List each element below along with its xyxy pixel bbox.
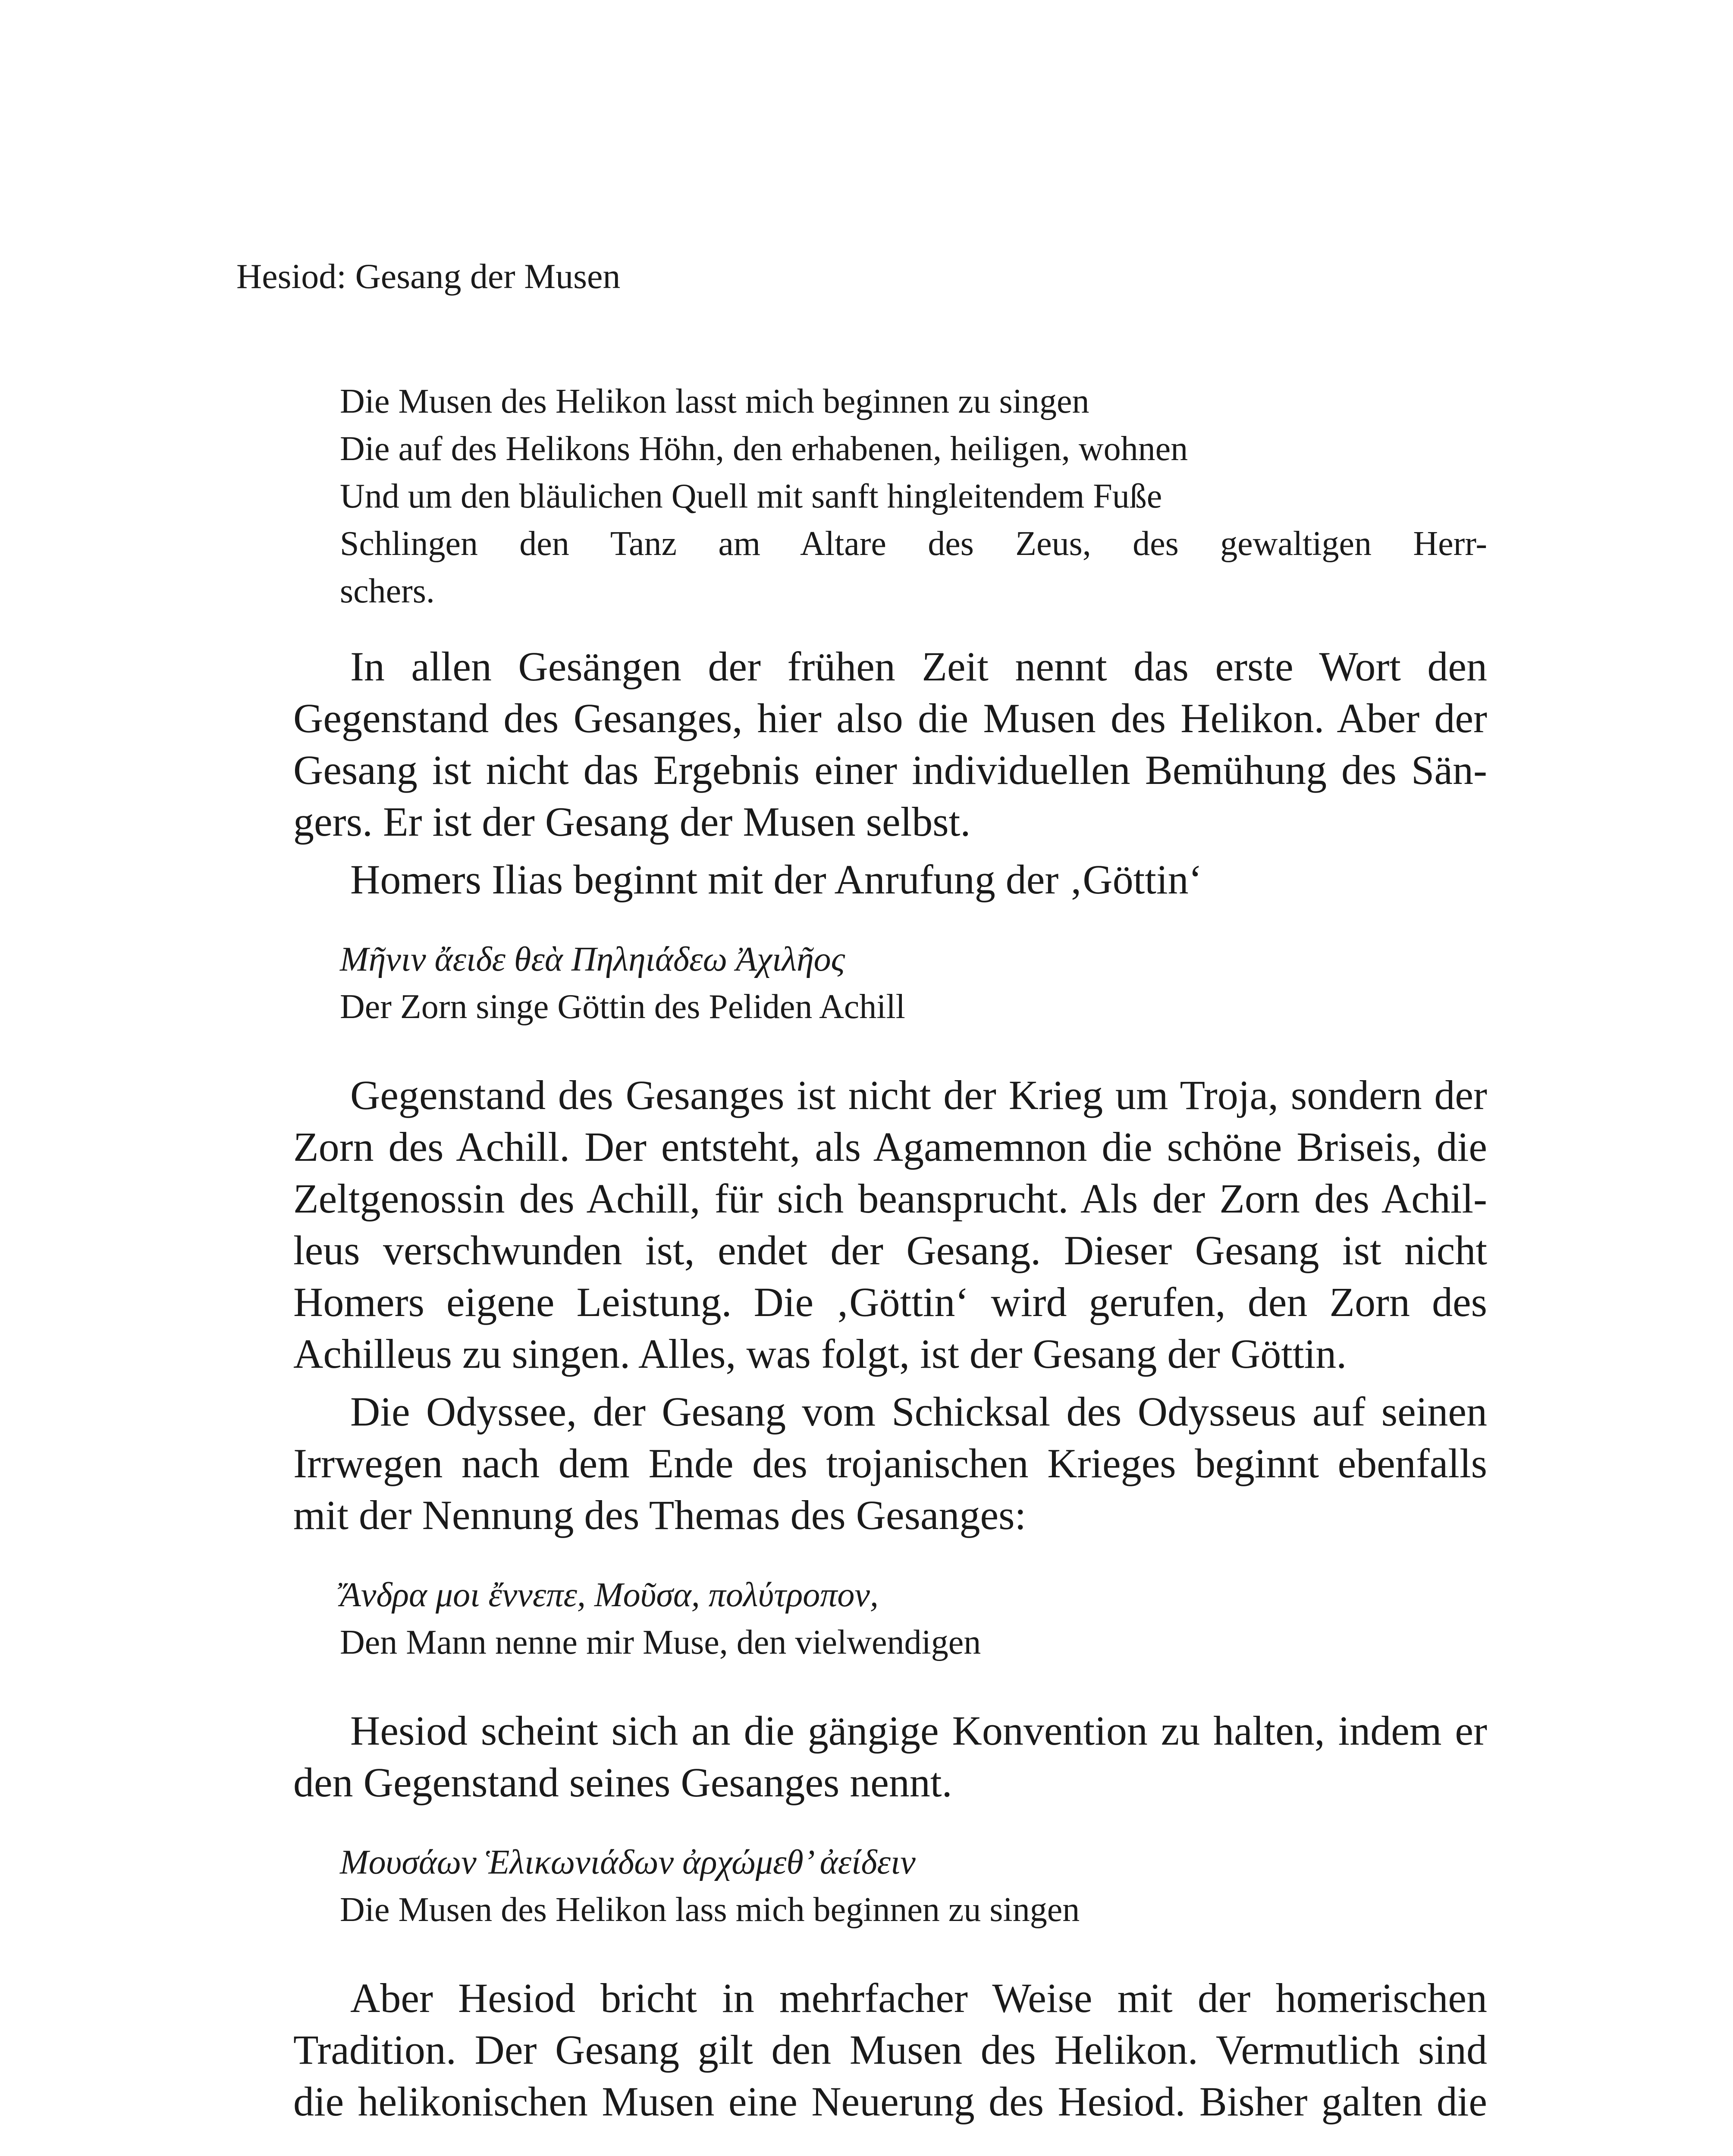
paragraph-line: Gegenstand des Gesanges, hier also die Musen des Helikon. Aber der — [293, 695, 1487, 741]
verse-line: Die auf des Helikons Höhn, den erhabenen, heiligen, wohnen — [340, 430, 1188, 468]
paragraph-line: Irrwegen nach dem Ende des trojanischen Krieges beginnt ebenfalls — [293, 1440, 1487, 1486]
verse-line: schers. — [340, 572, 435, 610]
text-column — [236, 378, 1487, 2128]
paragraph-line: gers. Er ist der Gesang der Musen selbst. — [293, 799, 971, 845]
paragraph-line: leus verschwunden ist, endet der Gesang. Dieser Gesang ist nicht — [293, 1227, 1487, 1273]
paragraph-line: Homers eigene Leistung. Die ‚Göttin‘ wird gerufen, den Zorn des — [293, 1279, 1487, 1325]
paragraph-line: In allen Gesängen der frühen Zeit nennt das erste Wort den — [350, 643, 1487, 689]
verse-line: Und um den bläulichen Quell mit sanft hingleitendem Fuße — [340, 477, 1162, 515]
paragraph-line: Aber Hesiod bricht in mehrfacher Weise mit der homerischen — [350, 1975, 1487, 2021]
verse-line: Die Musen des Helikon lasst mich beginnen zu singen — [340, 382, 1089, 420]
paragraph-line: mit der Nennung des Themas des Gesanges: — [293, 1492, 1027, 1538]
quote-theogonie — [340, 1839, 1487, 1934]
paragraph-gesaenge — [236, 641, 1487, 848]
paragraph-line: die helikonischen Musen eine Neuerung des Hesiod. Bisher galten die — [293, 2078, 1487, 2125]
paragraph-hesiod-konvention — [236, 1705, 1487, 1808]
verse-block-musen — [340, 378, 1487, 615]
paragraph-zorn — [236, 1069, 1487, 1380]
greek-quote: Μῆνιν ἄειδε θεὰ Πηληιάδεω Ἀχιλῆος — [340, 940, 845, 978]
verse-line: Schlingen den Tanz am Altare des Zeus, des gewaltigen Herr- — [340, 525, 1487, 563]
quote-odyssee — [340, 1571, 1487, 1666]
paragraph-line: Zeltgenossin des Achill, für sich beansprucht. Als der Zorn des Achil- — [293, 1175, 1487, 1222]
paragraph-line: Gesang ist nicht das Ergebnis einer individuellen Bemühung des Sän- — [293, 747, 1487, 793]
paragraph-line: Achilleus zu singen. Alles, was folgt, ist der Gesang der Göttin. — [293, 1331, 1347, 1377]
greek-quote: Μουσάων Ἑλικωνιάδων ἀρχώμεθ’ ἀείδειν — [340, 1843, 916, 1881]
paragraph-ilias — [236, 854, 1487, 906]
paragraph-line: Homers Ilias beginnt mit der Anrufung der ‚Göttin‘ — [350, 856, 1202, 903]
paragraph-line: Gegenstand des Gesanges ist nicht der Krieg um Troja, sondern der — [350, 1072, 1487, 1118]
paragraph-line: Zorn des Achill. Der entsteht, als Agamemnon die schöne Briseis, die — [293, 1124, 1487, 1170]
paragraph-line: Hesiod scheint sich an die gängige Konvention zu halten, indem er — [350, 1708, 1487, 1754]
quote-translation: Der Zorn singe Göttin des Peliden Achill — [340, 988, 905, 1026]
quote-translation: Die Musen des Helikon lass mich beginnen zu singen — [340, 1891, 1080, 1929]
paragraph-tradition — [236, 1972, 1487, 2128]
quote-translation: Den Mann nenne mir Muse, den vielwendigen — [340, 1623, 981, 1661]
quote-ilias — [340, 936, 1487, 1031]
paragraph-line: den Gegenstand seines Gesanges nennt. — [293, 1759, 952, 1805]
running-head: Hesiod: Gesang der Musen — [236, 257, 621, 296]
paragraph-odyssee — [236, 1386, 1487, 1541]
greek-quote: Ἄνδρα μοι ἔννεπε, Μοῦσα, πολύτροπον, — [340, 1576, 879, 1614]
paragraph-line: Die Odyssee, der Gesang vom Schicksal des Odysseus auf seinen — [350, 1388, 1487, 1435]
paragraph-line: Tradition. Der Gesang gilt den Musen des Helikon. Vermutlich sind — [293, 2027, 1487, 2073]
